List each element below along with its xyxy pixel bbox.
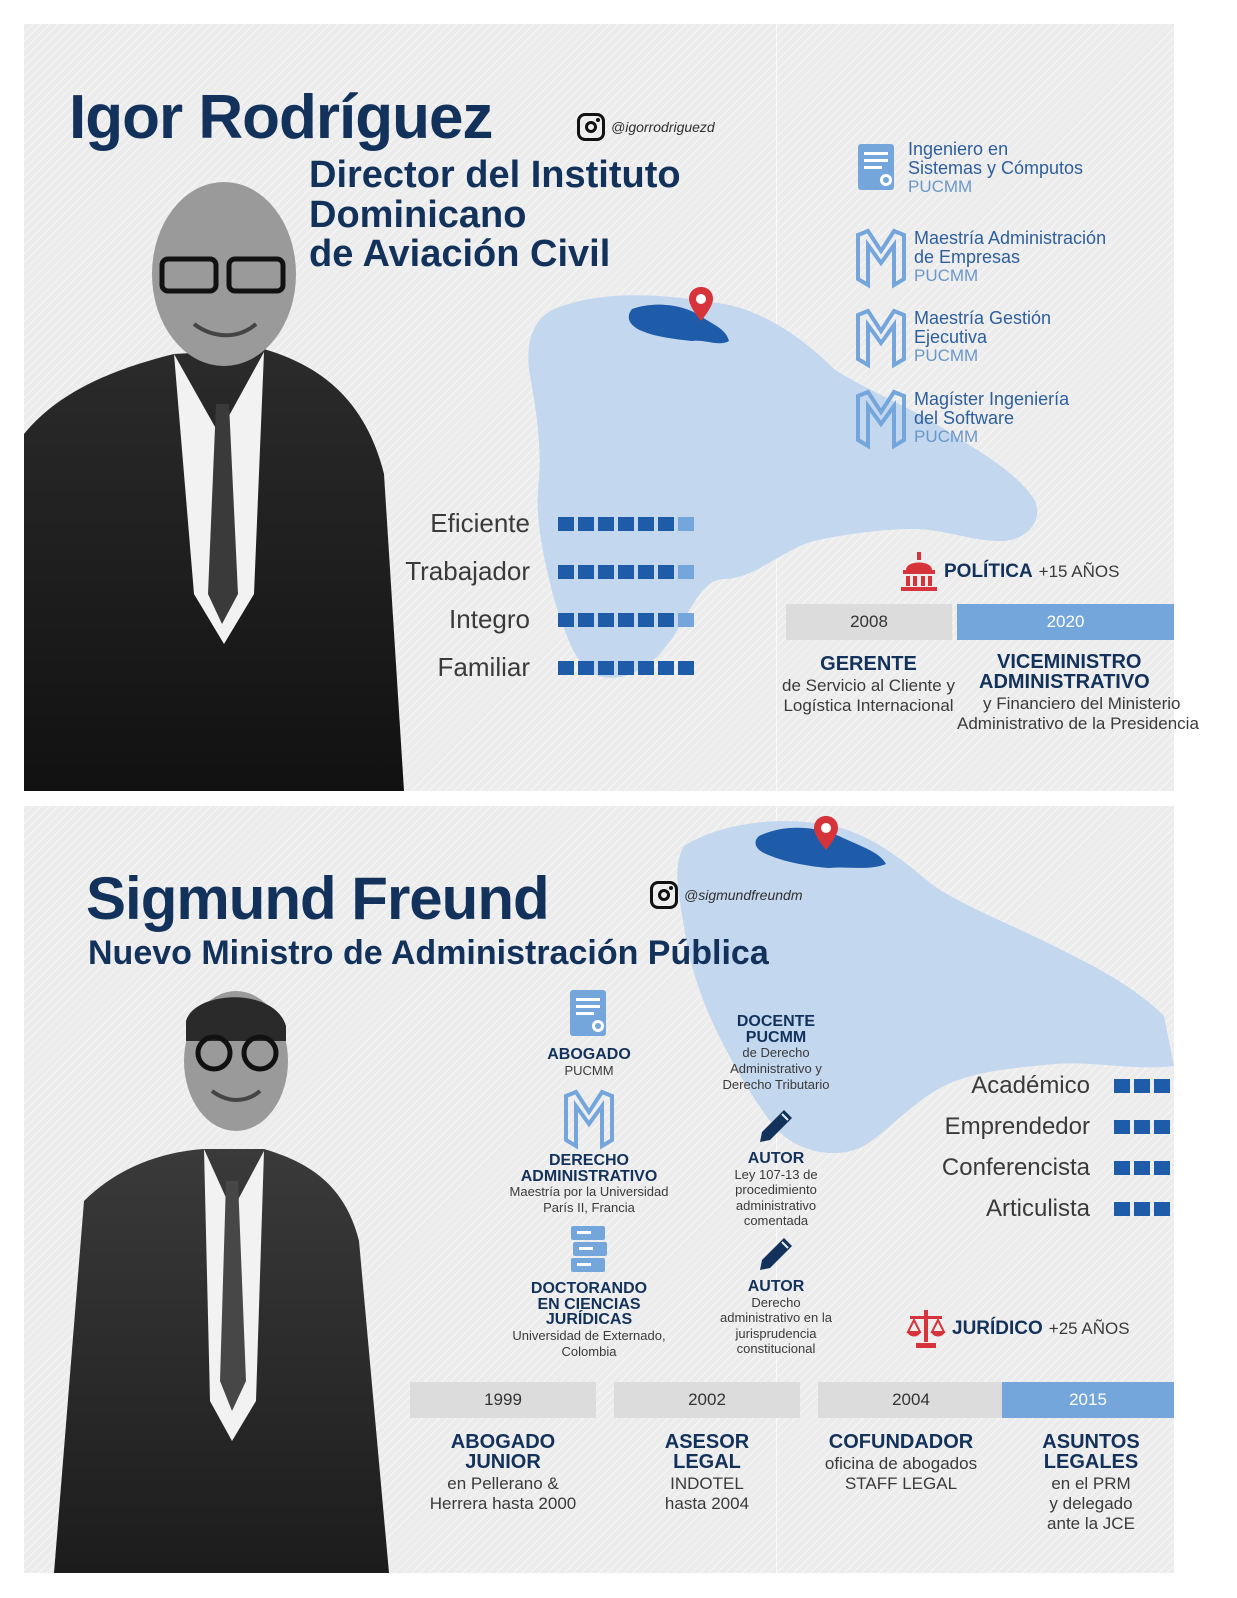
person-name: Sigmund Freund <box>86 865 549 932</box>
job-title-line: de Aviación Civil <box>309 233 611 276</box>
instagram-handle[interactable] <box>650 881 803 909</box>
timeline-entry <box>957 652 1237 734</box>
timeline-entry-title: GERENTE <box>820 653 917 675</box>
credential-desc-line: PUCMM <box>564 1062 614 1078</box>
education-institution: PUCMM <box>914 265 979 285</box>
timeline-entry-title-line: COFUNDADOR <box>828 1431 974 1453</box>
timeline-year: 2002 <box>614 1382 800 1418</box>
trait-meter <box>558 517 694 531</box>
timeline-entry-title-line: ASUNTOS <box>1042 1431 1140 1453</box>
timeline-entry-desc-line: STAFF LEGAL <box>844 1474 958 1494</box>
credential-item <box>484 1224 694 1359</box>
timeline-entry-title-line: ADMINISTRATIVO <box>979 671 1150 693</box>
trait-label: Trabajador <box>405 556 530 586</box>
sector-years: +25 AÑOS <box>1048 1319 1130 1338</box>
timeline-year: 2015 <box>1002 1382 1174 1418</box>
timeline-entry-desc-line: ante la JCE <box>1047 1514 1135 1534</box>
credential-desc-line: constitucional <box>736 1341 816 1357</box>
timeline-entry-desc-line: y Financiero del Ministerio <box>983 694 1181 713</box>
credential-desc-line: Ley 107-13 de <box>734 1166 818 1182</box>
timeline-year: 1999 <box>410 1382 596 1418</box>
timeline-entry-desc-line: en el PRM <box>1051 1474 1131 1493</box>
sector-label: POLÍTICA <box>944 561 1033 582</box>
timeline-entry-title-line: ASESOR <box>664 1431 750 1453</box>
credential-title-line: ADMINISTRATIVO <box>520 1167 658 1185</box>
timeline-entry-title-line: ABOGADO <box>450 1431 556 1453</box>
credential-item <box>484 1090 694 1216</box>
timeline-entry-desc-line: oficina de abogados <box>824 1454 978 1473</box>
timeline-entry-desc-line: Logística Internacional <box>783 696 954 716</box>
credential-desc-line: administrativo en la <box>720 1310 832 1326</box>
credential-desc-line: administrativo <box>735 1197 817 1213</box>
credential-title-line: AUTOR <box>747 1150 805 1167</box>
education-degree-line: Maestría Gestión <box>914 308 1052 328</box>
credential-desc-line: Universidad de Externado, <box>512 1328 666 1344</box>
university-logo-icon <box>854 390 908 448</box>
trait-row <box>904 1195 1170 1223</box>
credential-desc-line: Administrativo y <box>730 1060 822 1076</box>
university-logo-icon <box>854 229 908 287</box>
credential-desc-line: de Derecho <box>742 1045 810 1061</box>
timeline-entry <box>410 1432 596 1514</box>
timeline-year: 2020 <box>957 604 1174 640</box>
trait-meter <box>558 565 694 579</box>
diploma-icon <box>852 140 902 196</box>
credential-title-line: DOCENTE <box>736 1013 816 1030</box>
trait-row <box>354 556 694 587</box>
instagram-handle-text: @sigmundfreundm <box>684 887 803 903</box>
scales-of-justice-icon <box>906 1308 946 1350</box>
credential-desc-line: Derecho Tributario <box>722 1076 830 1092</box>
credential-title-line: DERECHO <box>548 1152 629 1169</box>
diploma-icon <box>564 986 614 1042</box>
education-degree-line: Ingeniero en <box>908 139 1009 159</box>
trait-row <box>904 1113 1170 1141</box>
sector-years: +15 AÑOS <box>1038 562 1120 581</box>
credential-title-line: ABOGADO <box>547 1046 631 1063</box>
instagram-icon <box>577 113 605 141</box>
timeline-entry-desc-line: y delegado <box>1049 1494 1133 1514</box>
trait-meter <box>1114 1161 1170 1175</box>
trait-row <box>354 508 694 539</box>
timeline-entry-desc-line: hasta 2004 <box>664 1494 750 1514</box>
education-institution: PUCMM <box>914 426 979 446</box>
trait-label: Familiar <box>437 652 530 682</box>
timeline-entry-title-line: VICEMINISTRO <box>997 651 1142 673</box>
sector-badge <box>900 552 1119 592</box>
job-title-line: Dominicano <box>309 193 527 236</box>
trait-meter <box>1114 1120 1170 1134</box>
credential-item <box>494 986 684 1078</box>
education-institution: PUCMM <box>908 176 973 196</box>
trait-label: Académico <box>971 1072 1090 1099</box>
credential-desc-line: Derecho <box>751 1294 801 1310</box>
education-degree-line: Ejecutiva <box>914 326 988 347</box>
trait-label: Emprendedor <box>944 1113 1090 1140</box>
sector-badge <box>906 1308 1130 1350</box>
trait-meter <box>1114 1079 1170 1093</box>
trait-row <box>904 1072 1170 1100</box>
trait-label: Eficiente <box>430 508 530 538</box>
credential-desc-line: comentada <box>743 1213 809 1229</box>
timeline-entry-title-line: JUNIOR <box>465 1451 541 1473</box>
trait-meter <box>1114 1202 1170 1216</box>
education-degree-line: de Empresas <box>914 246 1021 267</box>
timeline-entry-desc-line: Herrera hasta 2000 <box>429 1494 577 1514</box>
education-institution: PUCMM <box>914 345 979 365</box>
university-logo-icon <box>562 1090 616 1148</box>
credential-item <box>696 1234 856 1357</box>
pen-icon <box>756 1234 796 1274</box>
trait-meter <box>558 613 694 627</box>
trait-row <box>354 652 694 683</box>
trait-label: Integro <box>449 604 530 634</box>
sector-label: JURÍDICO <box>952 1318 1043 1339</box>
timeline-entry <box>808 1432 994 1494</box>
trait-label: Conferencista <box>941 1154 1090 1181</box>
portrait-photo <box>24 174 404 791</box>
credential-title-line: AUTOR <box>747 1278 805 1295</box>
timeline-entry-title-line: LEGAL <box>673 1451 741 1473</box>
person-name: Igor Rodríguez <box>69 83 493 152</box>
education-item <box>854 390 1069 448</box>
education-degree-line: del Software <box>914 407 1015 428</box>
credential-item <box>696 1106 856 1229</box>
timeline-entry <box>614 1432 800 1514</box>
job-title-line: Director del Instituto <box>309 154 681 196</box>
credential-title-line: PUCMM <box>745 1028 807 1046</box>
trait-meter <box>558 661 694 675</box>
credential-desc-line: procedimiento <box>735 1182 817 1198</box>
books-icon <box>567 1224 611 1276</box>
credential-desc-line: jurisprudencia <box>735 1325 817 1341</box>
credential-desc-line: Colombia <box>561 1343 617 1359</box>
profile-card-sigmund <box>24 806 1174 1573</box>
timeline-entry-desc-line: INDOTEL <box>670 1474 744 1493</box>
credential-desc-line: Maestría por la Universidad <box>509 1184 669 1200</box>
profile-card-igor <box>24 24 1199 791</box>
education-degree-line: Sistemas y Cómputos <box>908 157 1084 178</box>
credential-title-line: DOCTORANDO <box>530 1280 648 1297</box>
trait-row <box>354 604 694 635</box>
instagram-handle-text: @igorrodriguezd <box>611 119 715 135</box>
credential-title-line: EN CIENCIAS <box>537 1295 641 1313</box>
credential-title-line: JURÍDICAS <box>545 1311 633 1329</box>
instagram-icon <box>650 881 678 909</box>
credential-item <box>696 1014 856 1092</box>
trait-label: Articulista <box>985 1195 1090 1222</box>
education-item <box>852 140 1083 196</box>
job-title: Nuevo Ministro de Administración Pública <box>88 934 769 972</box>
university-logo-icon <box>854 309 908 367</box>
timeline-entry-title-line: LEGALES <box>1043 1451 1139 1473</box>
timeline-entry-desc-line: Administrativo de la Presidencia <box>957 714 1199 734</box>
timeline-year: 2004 <box>818 1382 1004 1418</box>
timeline-entry <box>766 654 971 716</box>
education-item <box>854 229 1106 287</box>
education-item <box>854 309 1051 367</box>
timeline-entry-desc-line: en Pellerano & <box>447 1474 559 1493</box>
timeline-year: 2008 <box>786 604 952 640</box>
timeline-entry <box>1008 1432 1174 1534</box>
portrait-photo <box>24 981 394 1573</box>
credential-desc-line: París II, Francia <box>543 1199 635 1215</box>
education-degree-line: Maestría Administración <box>914 228 1107 248</box>
instagram-handle[interactable] <box>577 113 715 141</box>
trait-row <box>904 1154 1170 1182</box>
pen-icon <box>756 1106 796 1146</box>
education-degree-line: Magíster Ingeniería <box>914 389 1070 409</box>
timeline-entry-desc-line: de Servicio al Cliente y <box>782 676 955 695</box>
government-building-icon <box>900 552 938 592</box>
